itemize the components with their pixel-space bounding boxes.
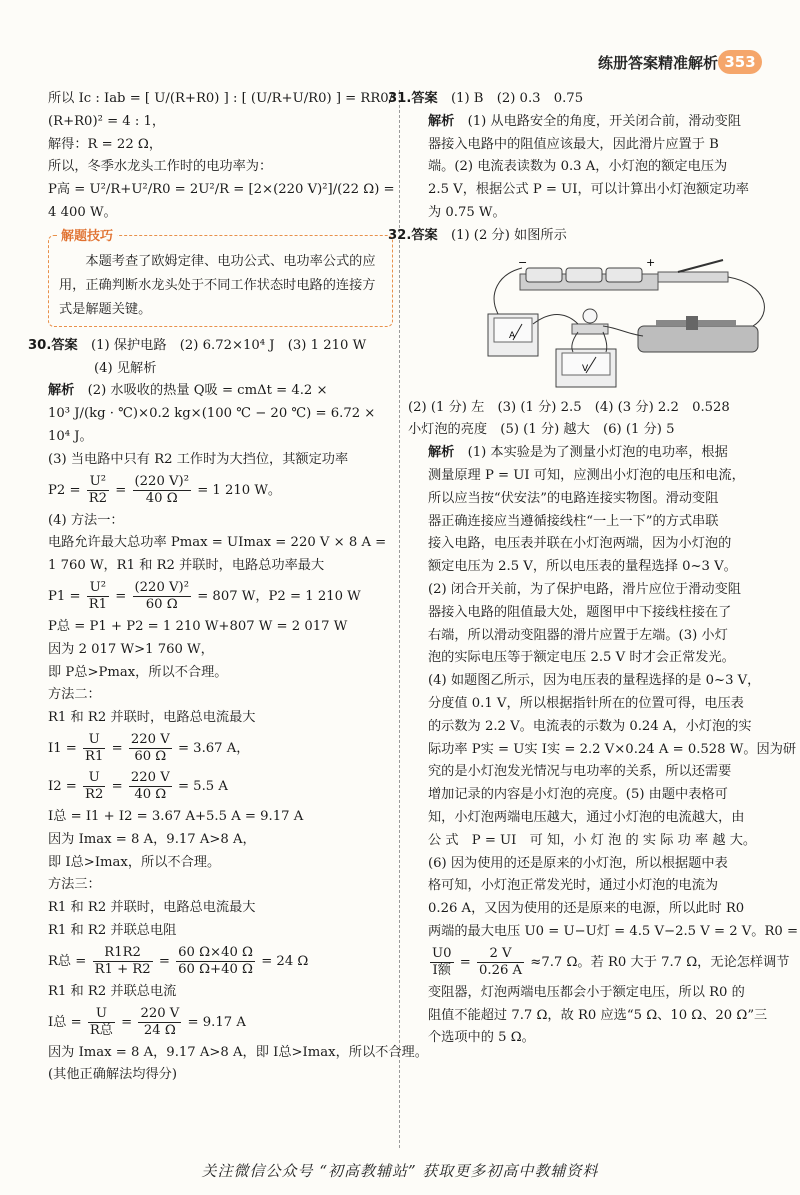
answer-label: 答案 [51, 337, 78, 353]
denominator: 60 Ω [145, 596, 178, 612]
text-line: 右端，所以滑动变阻器的滑片应置于左端。(3) 小灯 [428, 627, 728, 643]
text-line: (1) 从电路安全的角度，开关闭合前，滑动变阻 [467, 113, 741, 129]
tip-box [48, 228, 393, 327]
battery-cell [526, 268, 562, 282]
formula-part: I1 = [48, 740, 77, 756]
numerator: (220 V)² [134, 473, 189, 489]
circuit-svg [478, 254, 778, 389]
plus-sign: + [646, 255, 656, 269]
text-line: 1 760 W，R1 和 R2 并联时，电路总功率最大 [48, 558, 325, 574]
formula-part: I总 = [48, 1014, 82, 1030]
fraction [87, 474, 109, 507]
numerator: 220 V [140, 1005, 180, 1021]
denominator: I额 [432, 962, 451, 978]
text-line: 小灯泡的亮度 (5) (1 分) 越大 (6) (1 分) 5 [408, 422, 675, 438]
denominator: 60 Ω+40 Ω [178, 961, 253, 977]
formula-part: = [115, 482, 127, 498]
text-line: 所以 Ic : Iab = [ U/(R+R0) ] : [ (U/R+U/R0) ] = RR0/ [48, 91, 394, 106]
text-line: (4) 方法一： [48, 512, 124, 528]
numerator: (220 V)² [134, 579, 189, 595]
text-line: R1 和 R2 并联总电阻 [48, 922, 177, 938]
text-line: R1 和 R2 并联总电流 [48, 983, 177, 999]
formula-part: ≈7.7 Ω。若 R0 大于 7.7 Ω，无论怎样调节 [530, 954, 790, 970]
text-line: 方法二： [48, 687, 101, 703]
switch-base [658, 272, 728, 282]
text-line: 为 0.75 W。 [428, 204, 506, 220]
wire [533, 314, 578, 323]
text-line: 器接入电路的阻值最大处，题图甲中下接线柱接在了 [428, 604, 732, 620]
text-line: 因为 2 017 W>1 760 W， [48, 641, 214, 657]
formula-line [48, 578, 393, 616]
text-line: 额定电压为 2.5 V，所以电压表的量程选择 0~3 V。 [428, 559, 737, 575]
text-line: 2.5 V，根据公式 P = UI，可以计算出小灯泡额定功率 [428, 182, 749, 198]
numerator: R1R2 [93, 945, 153, 962]
fraction [176, 945, 255, 978]
text-line: 因为 Imax = 8 A，9.17 A>8 A，即 I总>Imax，所以不合理。 [48, 1044, 428, 1060]
fraction [87, 580, 109, 613]
question-number: 30. [28, 337, 52, 353]
text-line: 究的是小灯泡发光情况与电功率的关系，所以还需要 [428, 764, 732, 780]
numerator: U [88, 1006, 115, 1023]
analysis-label: 解析 [428, 113, 455, 129]
analysis-label: 解析 [428, 445, 455, 461]
fraction [133, 474, 191, 507]
text-line: 端。(2) 电流表读数为 0.3 A，小灯泡的额定电压为 [428, 159, 728, 175]
formula-part: R总 = [48, 953, 87, 969]
text-line: R1 和 R2 并联时，电路总电流最大 [48, 710, 256, 726]
text-line: 10³ J/(kg · ℃)×0.2 kg×(100 ℃ − 20 ℃) = 6.72 × [48, 406, 376, 422]
denominator: 40 Ω [145, 490, 178, 506]
text-line: (1) 本实验是为了测量小灯泡的电功率，根据 [467, 445, 728, 461]
text-line: P高 = U²/R+U²/R0 = 2U²/R = [2×(220 V)²]/(22 Ω) = [48, 182, 395, 198]
denominator: R1 [88, 596, 108, 612]
answer-label: 答案 [411, 91, 438, 106]
formula-line [408, 944, 790, 982]
formula-part: = 24 Ω [261, 953, 309, 969]
text-line: 解得：R = 22 Ω， [48, 136, 163, 152]
formula-part: = 3.67 A， [177, 740, 250, 756]
text-line: 4 400 W。 [48, 204, 117, 220]
wire [728, 277, 764, 326]
denominator: 24 Ω [143, 1022, 176, 1038]
analysis-line [408, 442, 763, 465]
formula-part: = 5.5 A [177, 778, 228, 794]
switch-lever [678, 260, 723, 272]
header-title: 练册答案精准解析 [597, 54, 718, 72]
text-line: 知，小灯泡两端电压越大，通过小灯泡的电流越大，由 [428, 809, 745, 825]
text-line: 即 I总>Imax，所以不合理。 [48, 854, 221, 870]
formula-part: = 1 210 W。 [197, 482, 282, 498]
text-line: 分度值 0.1 V，所以根据指针所在的位置可得，电压表 [428, 695, 744, 711]
formula-part: P2 = [48, 482, 81, 498]
text-line: 变阻器，灯泡两端电压都会小于额定电压，所以 R0 的 [428, 984, 745, 1000]
denominator: R2 [88, 490, 108, 506]
formula-line [48, 730, 393, 768]
numerator: U [83, 732, 105, 749]
text-line: (2) 闭合开关前，为了保护电路，滑片应位于滑动变阻 [428, 581, 741, 597]
text-line: 器接入电路中的阻值应该最大，因此滑片应置于 B [428, 136, 719, 152]
fraction [133, 580, 191, 613]
numerator: U² [87, 580, 109, 597]
denominator: 40 Ω [134, 786, 167, 802]
wire [603, 326, 643, 336]
formula-part: = [121, 1014, 133, 1030]
analysis-line [408, 111, 763, 134]
question-number: 31. [388, 91, 412, 106]
formula-part: = [158, 953, 170, 969]
formula-part: = [459, 954, 471, 970]
fraction [83, 732, 105, 765]
text-line: 器正确连接应当遵循接线柱“一上一下”的方式串联 [428, 513, 719, 529]
formula-line [48, 1004, 393, 1042]
fraction [129, 732, 172, 765]
formula-line [48, 768, 393, 806]
denominator: R1 + R2 [94, 961, 151, 977]
fraction [477, 946, 524, 979]
answer-label: 答案 [411, 227, 438, 243]
circuit-diagram [478, 254, 778, 389]
numerator: 2 V [477, 946, 524, 963]
wire [494, 268, 522, 314]
tip-title: 解题技巧 [57, 225, 117, 249]
text-line: 因为 Imax = 8 A，9.17 A>8 A， [48, 831, 256, 847]
text-line: (其他正确解法均得分) [48, 1067, 177, 1083]
answer-text: (1) (2 分) 如图所示 [450, 227, 567, 243]
answer-text: (1) B (2) 0.3 0.75 [450, 91, 584, 106]
numerator: U² [87, 474, 109, 491]
text-line: 际功率 P实 = U实 I实 = 2.2 V×0.24 A = 0.528 W。因为研 [428, 741, 797, 757]
formula-part: = 9.17 A [187, 1014, 246, 1030]
voltmeter-label: V [582, 363, 589, 374]
formula-part: = [115, 588, 127, 604]
text-line: (R+R0)² = 4 : 1， [48, 113, 166, 129]
analysis-line [48, 380, 393, 403]
numerator: U [83, 770, 105, 787]
fraction [93, 945, 153, 978]
denominator: R总 [89, 1022, 113, 1038]
text-line: (4) 见解析 [94, 360, 157, 376]
fraction [138, 1006, 181, 1039]
text-line: P总 = P1 + P2 = 1 210 W+807 W = 2 017 W [48, 618, 348, 634]
text-line: 增加记录的内容是小灯泡的亮度。(5) 由题中表格可 [428, 787, 728, 803]
page-number-badge: 353 [718, 50, 762, 74]
page-header [560, 50, 780, 76]
text-line: 测量原理 P = UI 可知，应测出小灯泡的电压和电流， [428, 467, 745, 483]
text-line: (2) 水吸收的热量 Q吸 = cmΔt = 4.2 × [87, 383, 328, 399]
fraction [129, 770, 172, 803]
formula-part: = [111, 740, 123, 756]
text-line: 即 P总>Pmax，所以不合理。 [48, 664, 228, 680]
text-line: (6) 因为使用的还是原来的小灯泡，所以根据题中表 [428, 855, 728, 871]
numerator: 60 Ω×40 Ω [178, 944, 253, 960]
text-line: 格可知，小灯泡正常发光时，通过小灯泡的电流为 [428, 878, 719, 894]
formula-part: = [111, 778, 123, 794]
text-line: 的示数为 2.2 V。电流表的示数为 0.24 A，小灯泡的实 [428, 718, 752, 734]
battery-cell [566, 268, 602, 282]
column-divider [399, 90, 400, 1148]
text-line: 10⁴ J。 [48, 428, 93, 444]
question-number: 32. [388, 227, 412, 243]
numerator: U0 [432, 945, 452, 961]
answer-text: (1) 保护电路 (2) 6.72×10⁴ J (3) 1 210 W [90, 337, 367, 353]
text-line: I总 = I1 + I2 = 3.67 A+5.5 A = 9.17 A [48, 808, 304, 824]
minus-sign: − [518, 255, 528, 269]
text-line: 公 式 P = UI 可 知，小 灯 泡 的 实 际 功 率 越 大。 [428, 832, 757, 848]
denominator: 60 Ω [134, 748, 167, 764]
fraction [430, 946, 454, 979]
text-line: 电路允许最大总功率 Pmax = UImax = 220 V × 8 A = [48, 535, 387, 551]
text-line: (4) 如题图乙所示，因为电压表的量程选择的是 0~3 V， [428, 673, 761, 689]
battery-cell [606, 268, 642, 282]
q31-answer-line [388, 88, 763, 111]
text-line: (3) 当电路中只有 R2 工作时为大挡位，其额定功率 [48, 451, 349, 467]
ammeter-label: A [509, 330, 516, 341]
text-line: 0.26 A，又因为使用的还是原来的电源，所以此时 R0 [428, 901, 745, 917]
numerator: 220 V [130, 769, 170, 785]
numerator: 220 V [130, 731, 170, 747]
text-line: R1 和 R2 并联时，电路总电流最大 [48, 900, 256, 916]
formula-part: = 807 W，P2 = 1 210 W [197, 588, 361, 604]
fraction [83, 770, 105, 803]
formula-line [48, 943, 393, 981]
text-line: 所以，冬季水龙头工作时的电功率为： [48, 159, 273, 175]
rheostat-slider [686, 316, 698, 330]
bulb [583, 309, 597, 323]
denominator: 0.26 A [478, 962, 523, 978]
text-line: 个选项中的 5 Ω。 [428, 1030, 535, 1046]
q32-answer-line [388, 225, 763, 248]
text-line: 所以应当按“伏安法”的电路连接实物图。滑动变阻 [428, 490, 719, 506]
text-line: (2) (1 分) 左 (3) (1 分) 2.5 (4) (3 分) 2.2 0.528 [408, 399, 730, 415]
text-line: 两端的最大电压 U0 = U−U灯 = 4.5 V−2.5 V = 2 V。R0 = [428, 923, 799, 939]
analysis-label: 解析 [48, 383, 75, 399]
right-column [388, 88, 799, 1050]
q30-answer-line [28, 335, 393, 358]
footer-note: 关注微信公众号 “初高教辅站” 获取更多初高中教辅资料 [201, 1162, 599, 1180]
denominator: R1 [85, 748, 104, 764]
formula-part: P1 = [48, 588, 81, 604]
tip-body: 本题考查了欧姆定律、电功公式、电功率公式的应用，正确判断水龙头处于不同工作状态时电路的连接方式是解题关键。 [59, 253, 376, 317]
denominator: R2 [85, 786, 104, 802]
formula-line [48, 472, 393, 510]
formula-part: I2 = [48, 778, 77, 794]
fraction [88, 1006, 115, 1039]
text-line: 泡的实际电压等于额定电压 2.5 V 时才会正常发光。 [428, 650, 735, 666]
text-line: 阻值不能超过 7.7 Ω，故 R0 应选“5 Ω、10 Ω、20 Ω”三 [428, 1007, 768, 1023]
text-line: 方法三： [48, 877, 101, 893]
text-line: 接入电路，电压表并联在小灯泡两端，因为小灯泡的 [428, 536, 732, 552]
